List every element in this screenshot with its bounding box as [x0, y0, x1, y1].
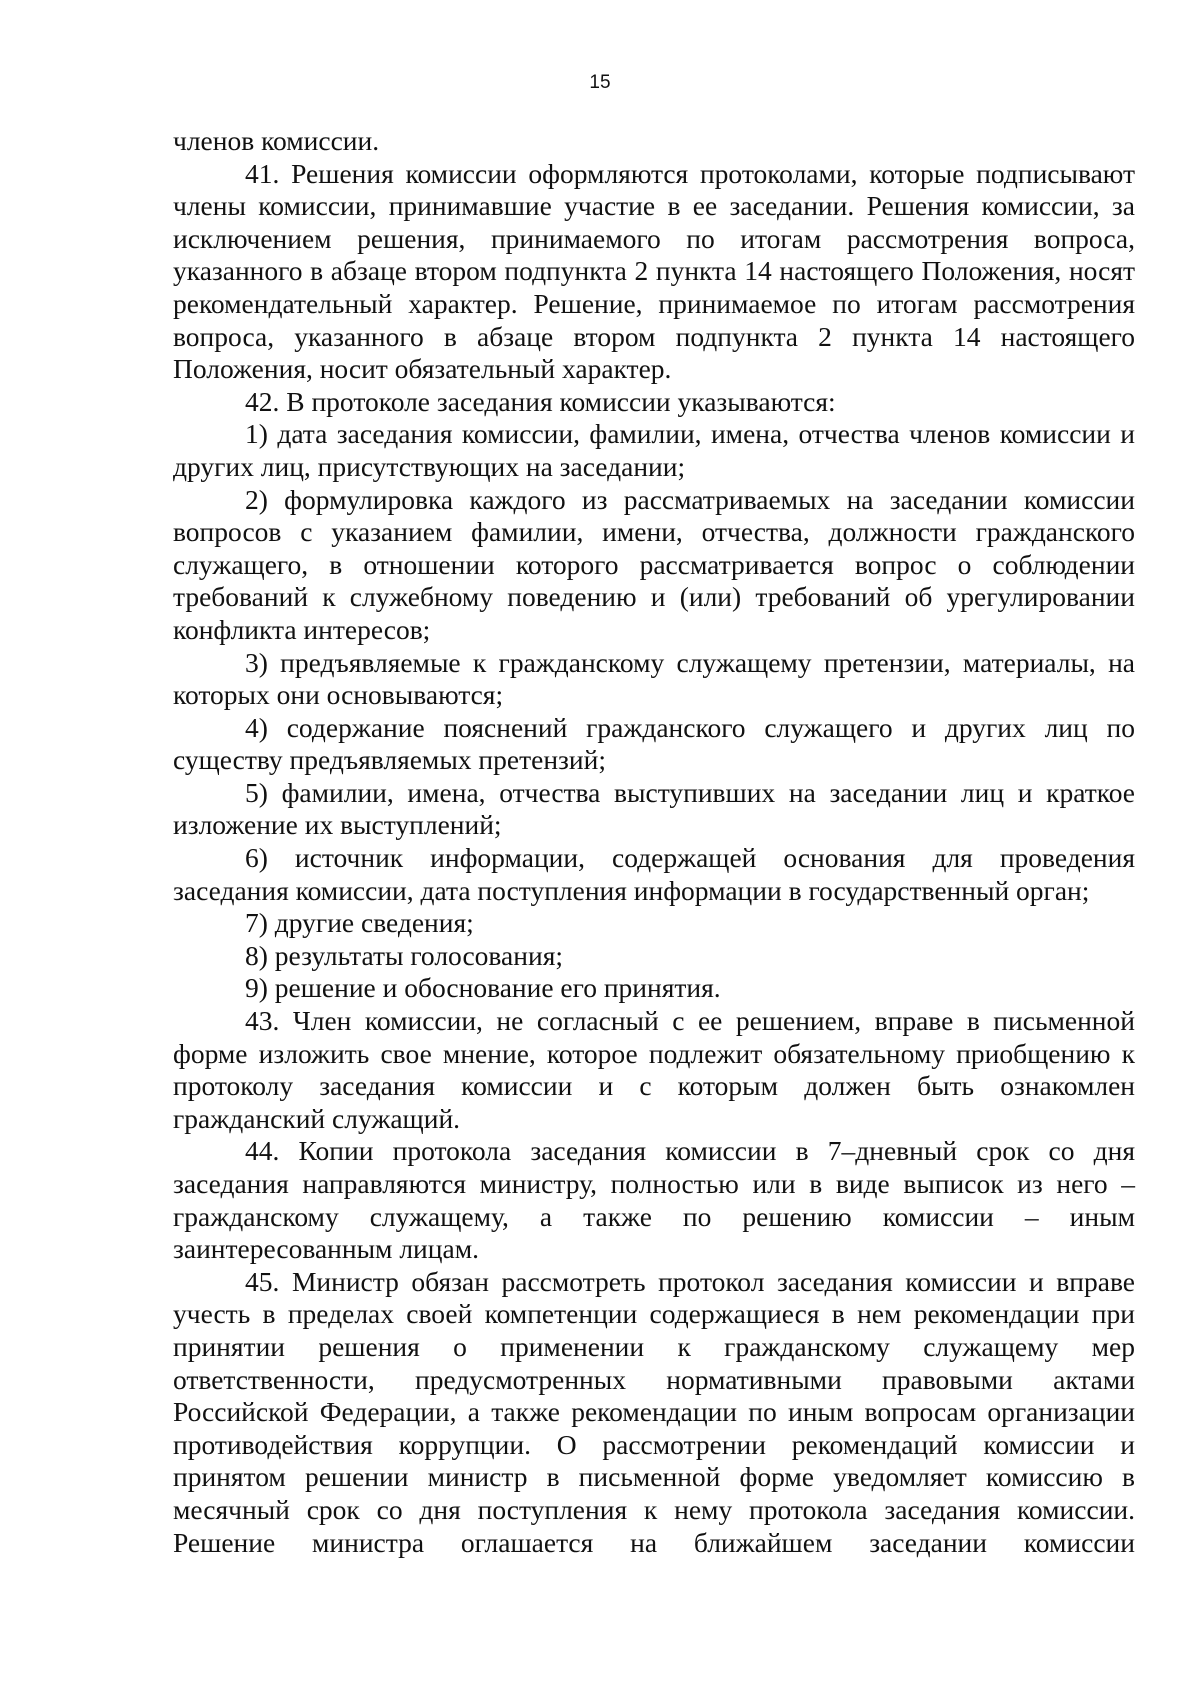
page-number: 15: [589, 72, 611, 93]
list-item-1: 1) дата заседания комиссии, фамилии, имена, отчества членов комиссии и других лиц, присутствующих на заседании;: [173, 418, 1135, 482]
document-body: [173, 125, 1135, 1559]
paragraph-continuation: членов комиссии.: [173, 125, 380, 156]
paragraph-43: 43. Член комиссии, не согласный с ее решением, вправе в письменной форме изложить свое мнение, которое подлежит обязательному приобщению к протоколу заседания комиссии и с которым должен быть ознакомлен гражданский служащий.: [173, 1005, 1135, 1134]
list-item-7: 7) другие сведения;: [245, 907, 474, 939]
list-item-9: 9) решение и обоснование его принятия.: [245, 972, 721, 1004]
paragraph-41: 41. Решения комиссии оформляются протоколами, которые подписывают члены комиссии, принимавшие участие в ее заседании. Решения комиссии, за исключением решения, принимаемого по итогам рассмотрения вопроса, указанного в абзаце втором подпункта 2 пункта 14 настоящего Положения, носят рекомендательный характер. Решение, принимаемое по итогам рассмотрения вопроса, указанного в абзаце втором подпункта 2 пункта 14 настоящего Положения, носит обязательный характер.: [173, 157, 1135, 385]
list-item-8: 8) результаты голосования;: [245, 939, 563, 971]
paragraph-42: 42. В протоколе заседания комиссии указываются:: [245, 385, 836, 417]
list-item-6: 6) источник информации, содержащей основания для проведения заседания комиссии, дата поступления информации в государственный орган;: [173, 842, 1135, 906]
list-item-4: 4) содержание пояснений гражданского служащего и других лиц по существу предъявляемых претензий;: [173, 711, 1135, 776]
paragraph-44: 44. Копии протокола заседания комиссии в 7–дневный срок со дня заседания направляются министру, полностью или в виде выписок из него – гражданскому служащему, а также по решению комиссии – иным заинтересованным лицам.: [173, 1135, 1135, 1265]
list-item-3: 3) предъявляемые к гражданскому служащему претензии, материалы, на которых они основываются;: [173, 646, 1135, 711]
list-item-5: 5) фамилии, имена, отчества выступивших на заседании лиц и краткое изложение их выступлений;: [173, 776, 1135, 841]
paragraph-45: 45. Министр обязан рассмотреть протокол заседания комиссии и вправе учесть в пределах своей компетенции содержащиеся в нем рекомендации при принятии решения о применении к гражданскому служащему мер ответственности, предусмотренных нормативными правовыми актами Российской Федерации, а также рекомендации по иным вопросам организации противодействия коррупции. О рассмотрении рекомендаций комиссии и принятом решении министр в письменной форме уведомляет комиссию в месячный срок со дня поступления к нему протокола заседания комиссии. Решение министра оглашается на ближайшем заседании комиссии: [173, 1265, 1135, 1558]
list-item-2: 2) формулировка каждого из рассматриваемых на заседании комиссии вопросов с указанием фамилии, имени, отчества, должности гражданского служащего, в отношении которого рассматривается вопрос о соблюдении требований к служебному поведению и (или) требований об урегулировании конфликта интересов;: [173, 483, 1135, 645]
